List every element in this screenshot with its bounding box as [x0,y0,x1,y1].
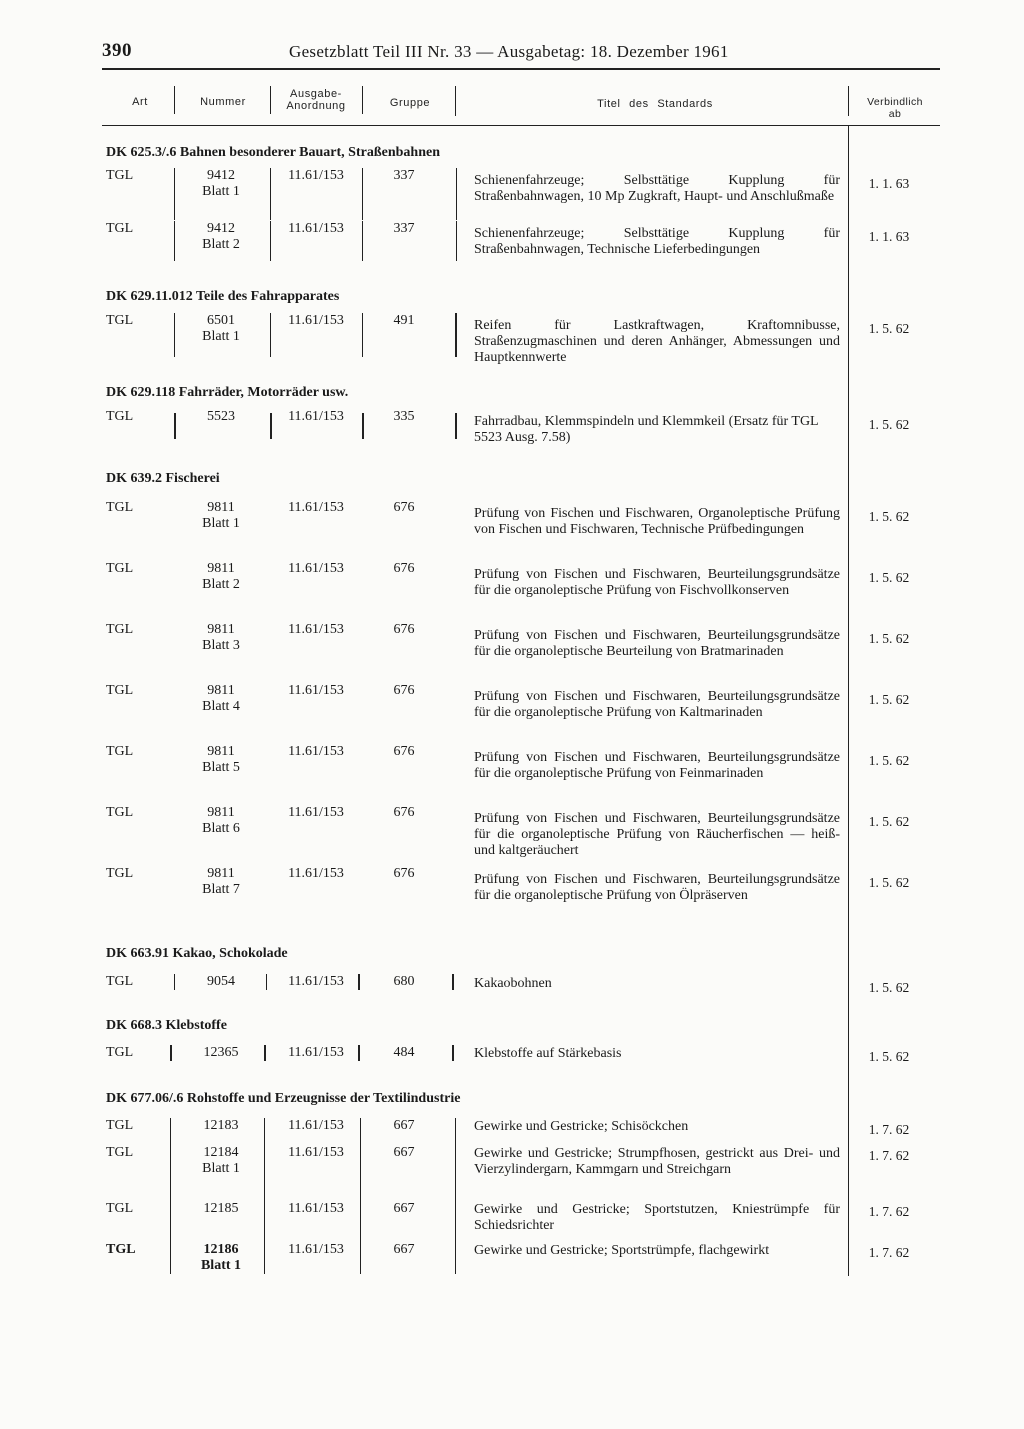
cell-divider [264,1118,265,1274]
cell-anordnung: 11.61/153 [288,805,344,820]
cell-gruppe: 676 [393,866,415,881]
cell-anordnung: 11.61/153 [288,561,344,576]
cell-nummer: 12184 Blatt 1 [202,1145,240,1176]
cell-verbindlich: 1. 7. 62 [868,1122,910,1137]
cell-divider [174,974,175,990]
cell-anordnung: 11.61/153 [288,1145,344,1160]
section-heading: DK 639.2 Fischerei [106,471,220,486]
cell-nummer: 9811 Blatt 2 [202,561,240,592]
cell-nummer: 9811 Blatt 7 [202,866,240,897]
cell-titel: Kakaobohnen [474,976,552,991]
cell-art: TGL [106,866,134,881]
cell-divider [264,1045,266,1061]
cell-anordnung: 11.61/153 [288,313,344,328]
cell-gruppe: 337 [393,221,415,236]
cell-anordnung: 11.61/153 [288,974,344,989]
cell-divider [174,413,176,439]
header-divider [848,86,849,116]
cell-anordnung: 11.61/153 [288,744,344,759]
cell-verbindlich: 1. 1. 63 [868,176,910,191]
cell-nummer: 9811 Blatt 1 [202,500,240,531]
cell-gruppe: 484 [393,1045,415,1060]
cell-verbindlich: 1. 5. 62 [868,570,910,585]
cell-titel: Prüfung von Fischen und Fischwaren, Beurteilungsgrundsätze für die organoleptische Prüfung von Feinmarinaden [474,750,840,781]
cell-nummer: 9811 Blatt 3 [202,622,240,653]
col-nummer: Nummer [200,96,246,108]
col-titel: Titel des Standards [597,98,713,110]
section-heading: DK 668.3 Klebstoffe [106,1018,227,1033]
cell-divider [270,313,271,357]
cell-gruppe: 676 [393,622,415,637]
cell-divider [362,221,363,261]
cell-gruppe: 337 [393,168,415,183]
cell-art: TGL [106,683,134,698]
section-heading: DK 625.3/.6 Bahnen besonderer Bauart, Straßenbahnen [106,145,440,160]
cell-gruppe: 667 [393,1201,415,1216]
cell-anordnung: 11.61/153 [288,683,344,698]
cell-art: TGL [106,1045,134,1060]
cell-verbindlich: 1. 5. 62 [868,980,910,995]
cell-anordnung: 11.61/153 [288,221,344,236]
header-divider [270,86,271,114]
cell-verbindlich: 1. 5. 62 [868,1049,910,1064]
cell-gruppe: 676 [393,805,415,820]
col-art: Art [132,96,148,108]
cell-anordnung: 11.61/153 [288,168,344,183]
cell-titel: Schienenfahrzeuge; Selbsttätige Kupplung für Straßenbahnwagen, Technische Lieferbedingungen [474,226,840,257]
cell-art: TGL [106,1242,136,1257]
cell-divider [174,168,175,220]
cell-gruppe: 676 [393,561,415,576]
cell-titel: Schienenfahrzeuge; Selbsttätige Kupplung für Straßenbahnwagen, 10 Mp Zugkraft, Haupt- und Anschlußmaße [474,173,840,204]
cell-titel: Prüfung von Fischen und Fischwaren, Beurteilungsgrundsätze für die organoleptische Beurteilung von Bratmarinaden [474,628,840,659]
header-bottom-rule [102,125,940,126]
cell-divider [358,1045,360,1061]
header-divider [362,86,363,114]
section-heading: DK 663.91 Kakao, Schokolade [106,946,288,961]
cell-titel: Prüfung von Fischen und Fischwaren, Organoleptische Prüfung von Fischen und Fischwaren, Technische Prüfbedingungen [474,506,840,537]
cell-anordnung: 11.61/153 [288,1045,344,1060]
cell-divider [170,1045,172,1061]
header-divider [455,86,456,116]
cell-divider [455,1118,456,1274]
col-anordnung: Ausgabe- Anordnung [286,88,346,112]
cell-gruppe: 667 [393,1145,415,1160]
cell-gruppe: 676 [393,744,415,759]
cell-verbindlich: 1. 5. 62 [868,875,910,890]
cell-verbindlich: 1. 5. 62 [868,417,910,432]
cell-nummer: 12183 [203,1118,239,1133]
column-rule-right [848,126,849,1276]
cell-nummer: 12186 Blatt 1 [200,1242,242,1273]
cell-titel: Reifen für Lastkraftwagen, Kraftomnibusse, Straßenzugmaschinen und deren Anhänger, Abmessungen und Hauptkennwerte [474,318,840,365]
header-divider [174,86,175,114]
cell-verbindlich: 1. 5. 62 [868,814,910,829]
cell-titel: Prüfung von Fischen und Fischwaren, Beurteilungsgrundsätze für die organoleptische Prüfung von Räucherfischen — heiß- und kaltgeräuchert [474,811,840,858]
header-rule [102,68,940,70]
cell-anordnung: 11.61/153 [288,409,344,424]
cell-divider [456,168,457,220]
cell-art: TGL [106,313,134,328]
cell-anordnung: 11.61/153 [288,866,344,881]
col-gruppe: Gruppe [389,97,431,109]
cell-verbindlich: 1. 7. 62 [868,1245,910,1260]
col-verbindlich: Verbindlich ab [867,96,923,120]
cell-gruppe: 680 [393,974,415,989]
cell-nummer: 12185 [203,1201,239,1216]
cell-gruppe: 335 [393,409,415,424]
section-heading: DK 629.11.012 Teile des Fahrapparates [106,289,340,304]
cell-divider [360,1118,361,1274]
cell-titel: Prüfung von Fischen und Fischwaren, Beurteilungsgrundsätze für die organoleptische Prüfung von Fischvollkonserven [474,567,840,598]
cell-divider [452,1045,454,1061]
cell-nummer: 12365 [203,1045,239,1060]
cell-anordnung: 11.61/153 [288,500,344,515]
cell-titel: Klebstoffe auf Stärkebasis [474,1046,622,1061]
cell-nummer: 9811 Blatt 4 [202,683,240,714]
cell-divider [270,168,271,220]
cell-art: TGL [106,500,134,515]
cell-titel: Gewirke und Gestricke; Schisöckchen [474,1119,689,1134]
cell-anordnung: 11.61/153 [288,1118,344,1133]
cell-anordnung: 11.61/153 [288,1242,344,1257]
cell-divider [270,221,271,261]
cell-gruppe: 676 [393,683,415,698]
cell-titel: Gewirke und Gestricke; Sportstrümpfe, flachgewirkt [474,1243,770,1258]
cell-gruppe: 676 [393,500,415,515]
section-heading: DK 629.118 Fahrräder, Motorräder usw. [106,385,349,400]
cell-gruppe: 667 [393,1242,415,1257]
cell-art: TGL [106,168,134,183]
cell-art: TGL [106,409,134,424]
cell-divider [455,413,457,439]
cell-nummer: 9811 Blatt 6 [202,805,240,836]
cell-nummer: 9811 Blatt 5 [202,744,240,775]
cell-anordnung: 11.61/153 [288,1201,344,1216]
cell-divider [456,221,457,261]
cell-divider [174,313,175,357]
cell-nummer: 9412 Blatt 2 [202,221,240,252]
page-header-title: Gesetzblatt Teil III Nr. 33 — Ausgabetag: 18. Dezember 1961 [289,42,729,61]
cell-art: TGL [106,221,134,236]
cell-art: TGL [106,805,134,820]
cell-divider [452,974,454,990]
cell-art: TGL [106,561,134,576]
cell-art: TGL [106,974,134,989]
cell-verbindlich: 1. 1. 63 [868,229,910,244]
cell-divider [362,413,364,439]
cell-nummer: 6501 Blatt 1 [202,313,240,344]
cell-divider [358,974,360,990]
cell-divider [362,168,363,220]
cell-anordnung: 11.61/153 [288,622,344,637]
cell-nummer: 5523 [207,409,235,424]
cell-verbindlich: 1. 5. 62 [868,692,910,707]
cell-nummer: 9054 [207,974,235,989]
cell-verbindlich: 1. 7. 62 [868,1204,910,1219]
cell-nummer: 9412 Blatt 1 [202,168,240,199]
cell-divider [270,413,272,439]
cell-titel: Gewirke und Gestricke; Strumpfhosen, gestrickt aus Drei- und Vierzylindergarn, Kammgarn und Streichgarn [474,1146,840,1177]
cell-art: TGL [106,744,134,759]
cell-divider [266,974,267,990]
cell-verbindlich: 1. 5. 62 [868,631,910,646]
cell-art: TGL [106,1118,134,1133]
cell-verbindlich: 1. 5. 62 [868,321,910,336]
cell-divider [170,1118,171,1274]
cell-art: TGL [106,1145,134,1160]
cell-verbindlich: 1. 7. 62 [868,1148,910,1163]
cell-divider [455,313,457,357]
cell-titel: Prüfung von Fischen und Fischwaren, Beurteilungsgrundsätze für die organoleptische Prüfung von Ölpräserven [474,872,840,903]
cell-verbindlich: 1. 5. 62 [868,509,910,524]
cell-art: TGL [106,622,134,637]
section-heading: DK 677.06/.6 Rohstoffe und Erzeugnisse der Textilindustrie [106,1091,461,1106]
cell-gruppe: 491 [393,313,415,328]
cell-divider [362,313,363,357]
cell-titel: Fahrradbau, Klemmspindeln und Klemmkeil (Ersatz für TGL 5523 Ausg. 7.58) [474,414,819,445]
cell-verbindlich: 1. 5. 62 [868,753,910,768]
cell-gruppe: 667 [393,1118,415,1133]
cell-titel: Gewirke und Gestricke; Sportstutzen, Kniestrümpfe für Schiedsrichter [474,1202,840,1233]
cell-divider [174,221,175,261]
cell-art: TGL [106,1201,134,1216]
cell-titel: Prüfung von Fischen und Fischwaren, Beurteilungsgrundsätze für die organoleptische Prüfung von Kaltmarinaden [474,689,840,720]
page-number: 390 [102,40,132,61]
